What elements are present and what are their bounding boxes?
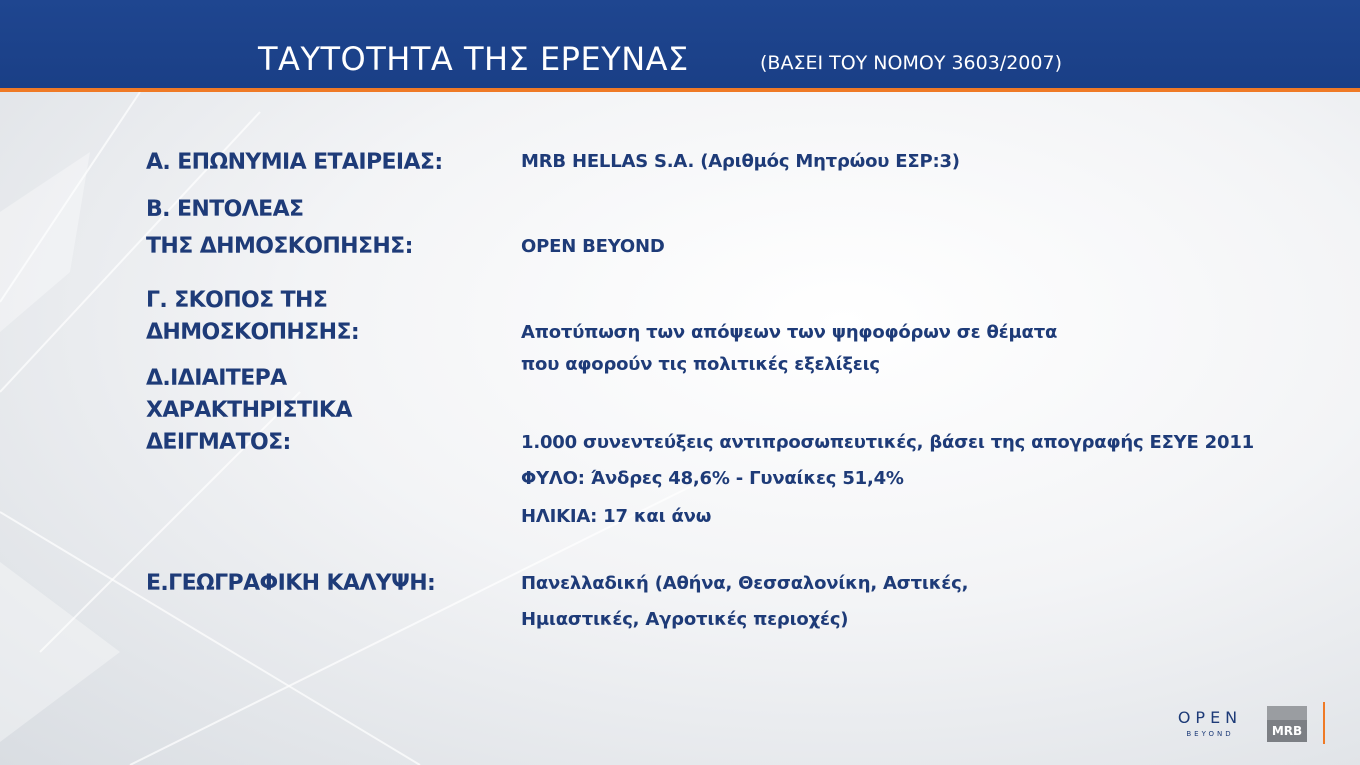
mrb-logo-text: MRB: [1271, 724, 1303, 738]
coverage-value-line2: Ημιαστικές, Αγροτικές περιοχές): [521, 609, 849, 630]
sample-label-line3: ΔΕΙΓΜΑΤΟΣ:: [146, 430, 291, 455]
page-title: ΤΑΥΤΟΤΗΤΑ ΤΗΣ ΕΡΕΥΝΑΣ: [258, 40, 689, 78]
purpose-value-line1: Αποτύπωση των απόψεων των ψηφοφόρων σε θέματα: [521, 322, 1058, 343]
sample-value-line1: 1.000 συνεντεύξεις αντιπροσωπευτικές, βάσει της απογραφής ΕΣΥΕ 2011: [521, 432, 1254, 453]
mrb-logo: [1267, 706, 1307, 742]
purpose-value-line2: που αφορούν τις πολιτικές εξελίξεις: [521, 354, 880, 375]
sample-value-line3: ΗΛΙΚΙΑ: 17 και άνω: [521, 506, 712, 527]
open-logo-sub: BEYOND: [1186, 730, 1234, 738]
header-bar: [0, 0, 1360, 88]
coverage-value-line1: Πανελλαδική (Αθήνα, Θεσσαλονίκη, Αστικές,: [521, 573, 969, 594]
open-beyond-logo: [1170, 708, 1250, 744]
sample-label-line2: ΧΑΡΑΚΤΗΡΙΣΤΙΚΑ: [146, 398, 352, 423]
company-name-label: Α. ΕΠΩΝΥΜΙΑ ΕΤΑΙΡΕΙΑΣ:: [146, 150, 443, 175]
mrb-logo-bar: [1267, 706, 1307, 720]
client-label-line1: Β. ΕΝΤΟΛΕΑΣ: [146, 197, 304, 222]
sample-label-line1: Δ.ΙΔΙΑΙΤΕΡΑ: [146, 366, 287, 391]
sample-value-line2: ΦΥΛΟ: Άνδρες 48,6% - Γυναίκες 51,4%: [521, 468, 904, 489]
client-label-line2: ΤΗΣ ΔΗΜΟΣΚΟΠΗΣΗΣ:: [146, 234, 413, 259]
logo-divider: [1323, 702, 1325, 744]
open-logo-word: OPEN: [1177, 708, 1243, 727]
purpose-label-line1: Γ. ΣΚΟΠΟΣ ΤΗΣ: [146, 288, 328, 313]
background-decoration: [0, 92, 720, 765]
client-value: OPEN BEYOND: [521, 236, 665, 257]
coverage-label: Ε.ΓΕΩΓΡΑΦΙΚΗ ΚΑΛΥΨΗ:: [146, 571, 436, 596]
page-subtitle: (ΒΑΣΕΙ ΤΟΥ ΝΟΜΟΥ 3603/2007): [760, 52, 1062, 74]
purpose-label-line2: ΔΗΜΟΣΚΟΠΗΣΗΣ:: [146, 320, 360, 345]
company-name-value: MRB HELLAS S.A. (Αριθμός Μητρώου ΕΣΡ:3): [521, 151, 960, 172]
